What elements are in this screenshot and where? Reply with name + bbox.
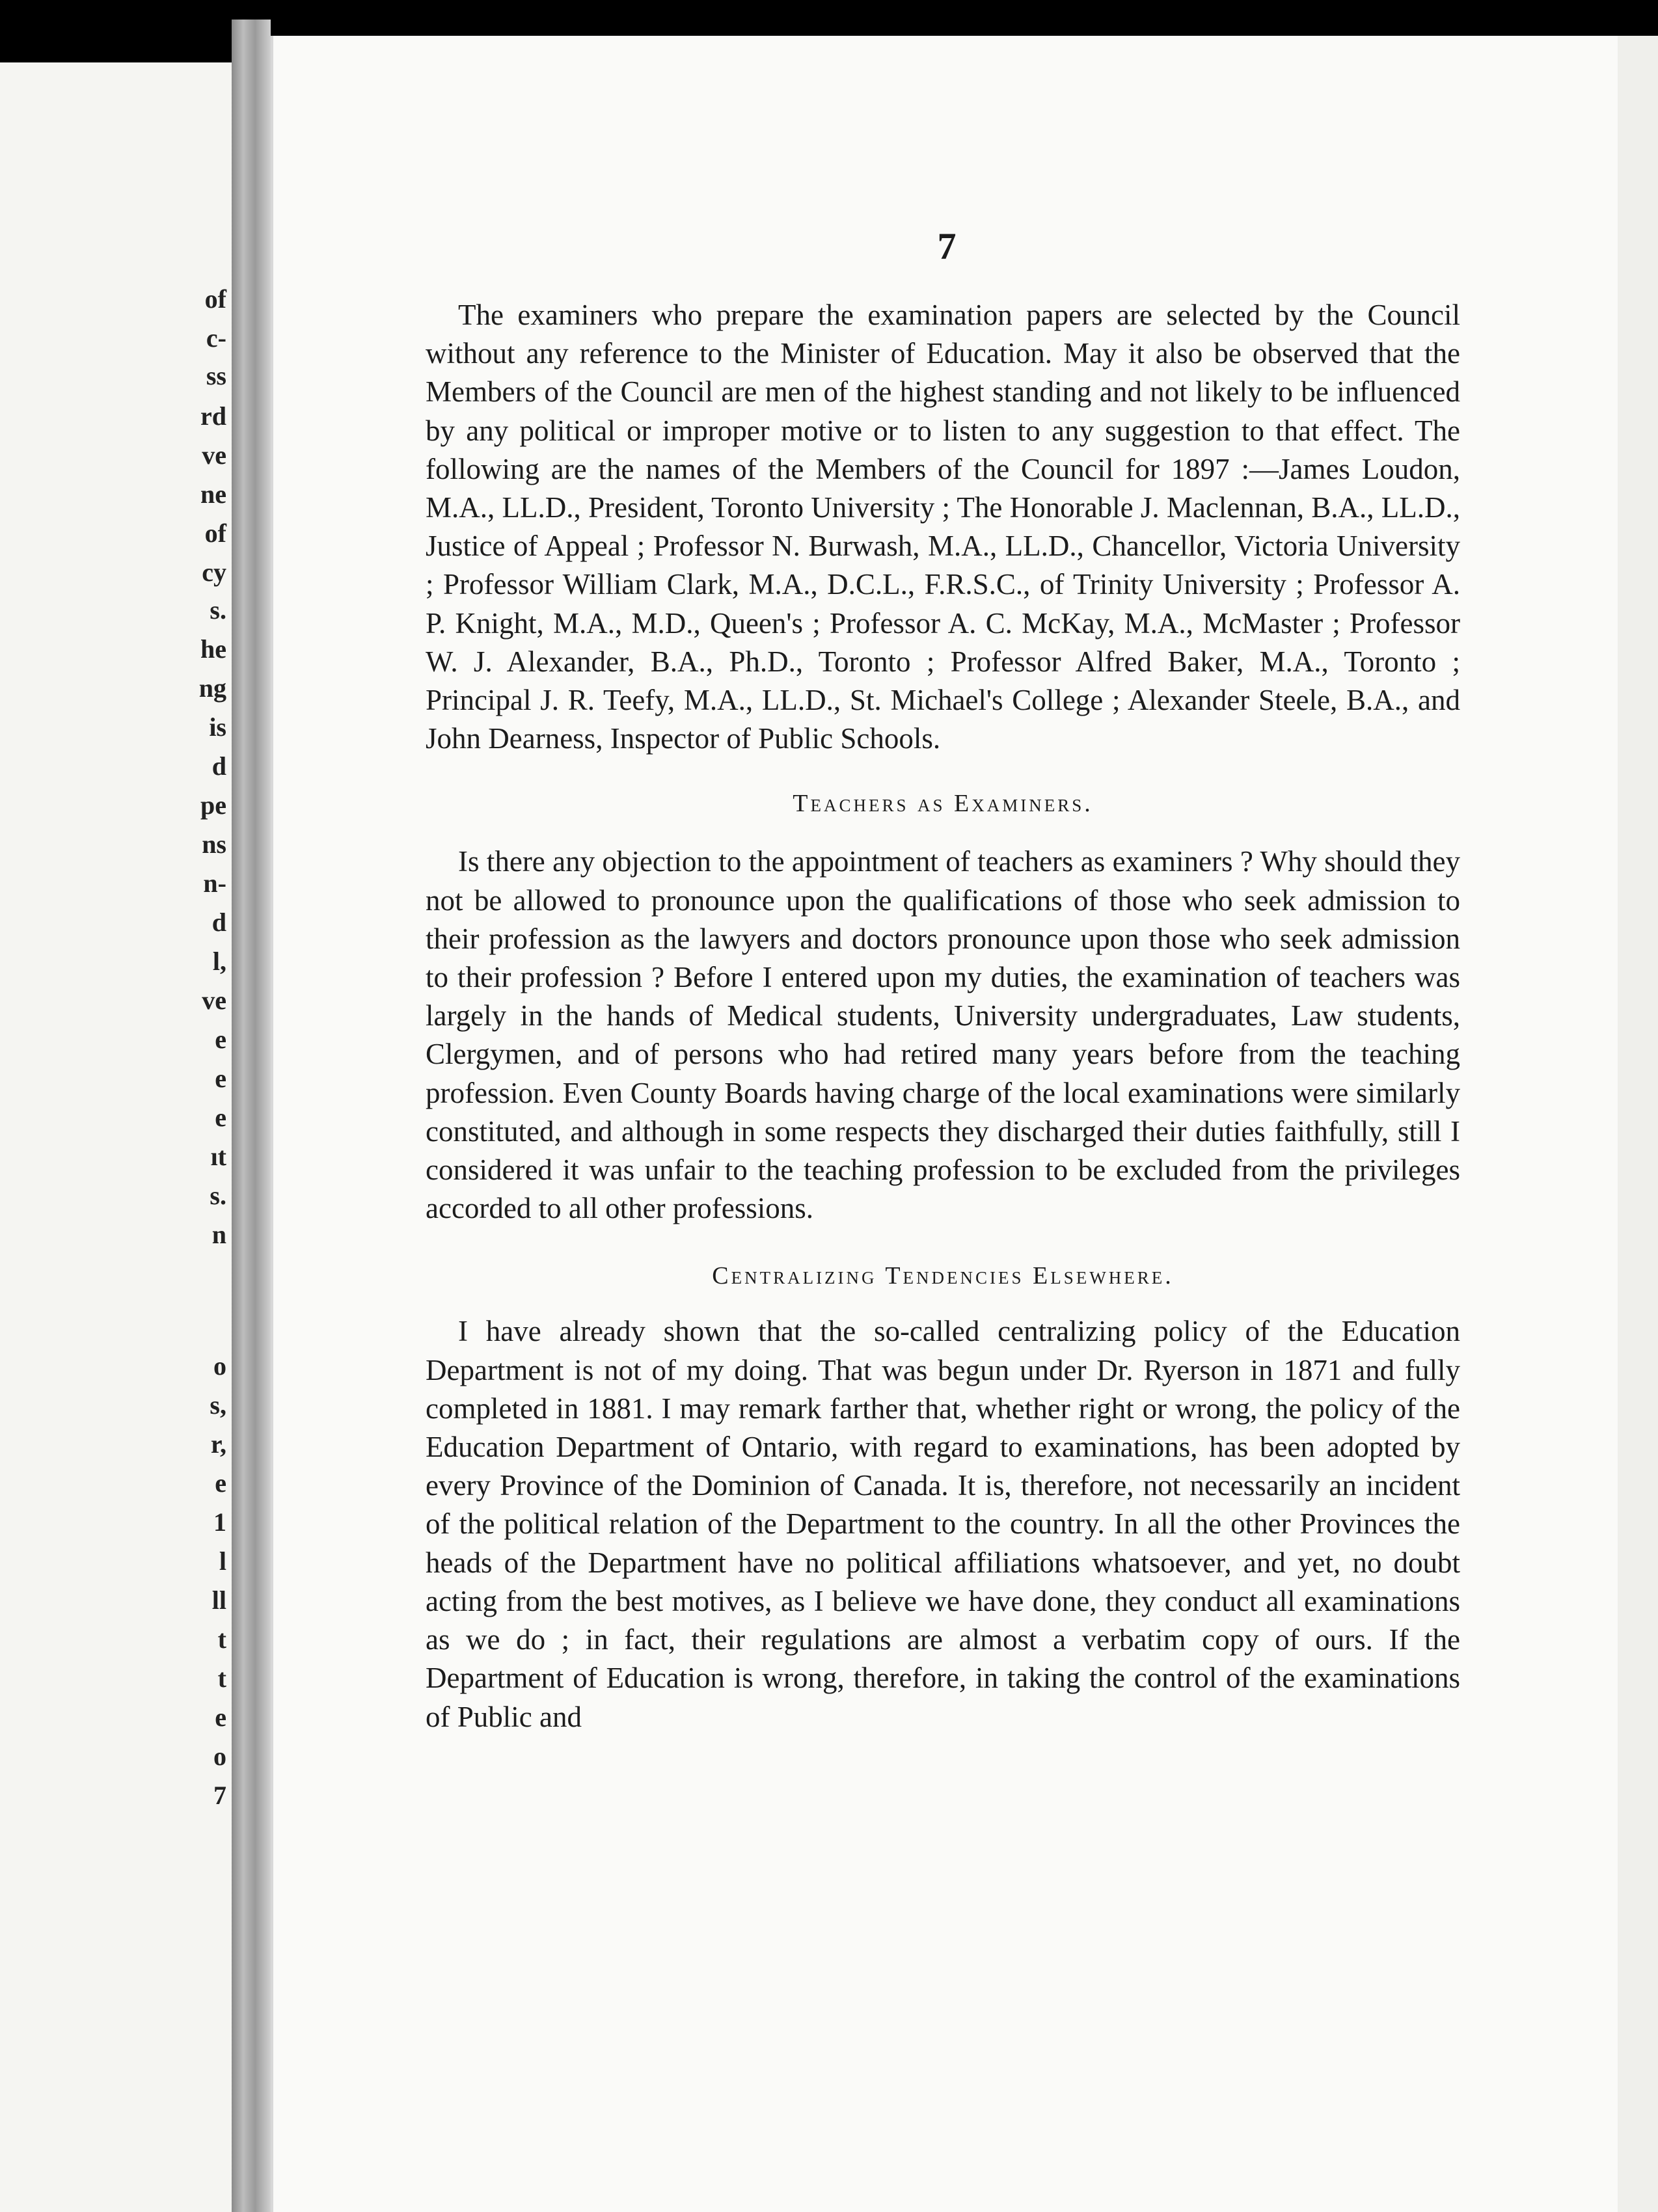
- left-page-fragment: ne: [200, 479, 226, 509]
- left-page-fragment: ng: [198, 673, 226, 703]
- left-page-fragment: e: [215, 1703, 226, 1732]
- book-gutter: [232, 20, 271, 2212]
- left-facing-page: [0, 62, 232, 2212]
- left-page-fragment: ıt: [210, 1142, 226, 1171]
- left-page-fragment: pe: [200, 790, 226, 820]
- left-page-fragment: is: [209, 712, 226, 742]
- left-page-fragment: ns: [202, 830, 226, 859]
- left-page-fragment: e: [215, 1468, 226, 1498]
- heading-centralizing-tendencies: Centralizing Tendencies Elsewhere.: [712, 1262, 1174, 1290]
- left-page-fragment: ve: [202, 986, 226, 1015]
- left-page-fragment: ll: [211, 1585, 226, 1615]
- page-number: 7: [937, 225, 957, 267]
- left-page-fragment: s.: [210, 1181, 226, 1210]
- left-page-fragment: rd: [200, 401, 226, 431]
- left-page-fragment: ss: [206, 361, 226, 390]
- left-page-fragment: n: [211, 1220, 226, 1249]
- left-page-fragment: t: [217, 1625, 226, 1654]
- right-page-edge: [1618, 36, 1658, 2212]
- left-page-fragment: ve: [202, 440, 226, 470]
- left-page-fragment: d: [211, 751, 226, 781]
- left-page-fragment: s.: [210, 595, 226, 625]
- left-page-fragment: r,: [210, 1429, 226, 1459]
- left-page-fragment: c-: [206, 323, 226, 353]
- left-page-fragment: o: [213, 1351, 226, 1381]
- left-page-fragment: e: [215, 1025, 226, 1054]
- left-page-fragment: he: [200, 634, 226, 664]
- left-page-fragment: e: [215, 1103, 226, 1132]
- left-page-fragment: n-: [203, 869, 226, 898]
- left-page-fragment: cy: [202, 558, 226, 587]
- left-page-fragment: l: [219, 1546, 226, 1576]
- main-page: [271, 36, 1620, 2212]
- left-page-fragment: d: [211, 908, 226, 937]
- page-content: [426, 296, 1460, 1736]
- left-page-fragment: e: [215, 1064, 226, 1093]
- left-page-fragment: of: [204, 519, 226, 548]
- left-page-fragment: o: [213, 1742, 226, 1771]
- left-page-fragment: 7: [213, 1781, 226, 1810]
- left-page-fragment: t: [217, 1664, 226, 1693]
- paragraph-centralizing-policy: I have already shown that the so-called centralizing policy of the Education Department is not of my doing. That was begun under Dr. Ryerson in 1871 and fully completed in 1881. I may remark farther that, whether right or wrong, the policy of the Education Department of Ontario, with regard to examinations, has been adopted by every Province of the Dominion of Canada. It is, therefore, not necessarily an incident of the political relation of the Department to the country. In all the other Provinces the heads of the Department have no political affiliations whatsoever, and yet, no doubt acting from the best motives, as I believe we have done, they conduct all examinations as we do ; in fact, their regulations are almost a verbatim copy of ours. If the Department of Education is wrong, therefore, in taking the control of the examinations of Public and: [426, 1315, 1460, 1733]
- paragraph-teachers-objection: Is there any objection to the appointment of teachers as examiners ? Why should they not be allowed to pronounce upon the qualifications of those who seek admission to their profession as the lawyers and doctors pronounce upon those who seek admission to their profession ? Before I entered upon my duties, the examination of teachers was largely in the hands of Medical students, University undergraduates, Law students, Clergymen, and of persons who had retired many years before from the teaching profession. Even County Boards having charge of the local examinations were similarly constituted, and although in some respects they discharged their duties faithfully, still I considered it was unfair to the teaching profession to be excluded from the privileges accorded to all other professions.: [426, 845, 1460, 1225]
- left-page-fragment: l,: [212, 947, 226, 976]
- left-page-fragment: of: [204, 284, 226, 314]
- left-page-fragment: 1: [213, 1507, 226, 1537]
- left-page-fragment: s,: [210, 1390, 226, 1420]
- paragraph-examiners: The examiners who prepare the examination papers are selected by the Council without any reference to the Minister of Education. May it also be observed that the Members of the Council are men of the highest standing and not likely to be influenced by any political or improper motive or to listen to any suggestion to that effect. The following are the names of the Members of the Council for 1897 :—James Loudon, M.A., LL.D., President, Toronto University ; The Honorable J. Maclennan, B.A., LL.D., Justice of Appeal ; Professor N. Burwash, M.A., LL.D., Chancellor, Victoria University ; Professor William Clark, M.A., D.C.L., F.R.S.C., of Trinity University ; Professor A. P. Knight, M.A., M.D., Queen's ; Professor A. C. McKay, M.A., McMaster ; Professor W. J. Alexander, B.A., Ph.D., Toronto ; Professor Alfred Baker, M.A., Toronto ; Principal J. R. Teefy, M.A., LL.D., St. Michael's College ; Alexander Steele, B.A., and John Dearness, Inspector of Public Schools.: [426, 299, 1460, 755]
- heading-teachers-as-examiners: Teachers as Examiners.: [793, 790, 1093, 818]
